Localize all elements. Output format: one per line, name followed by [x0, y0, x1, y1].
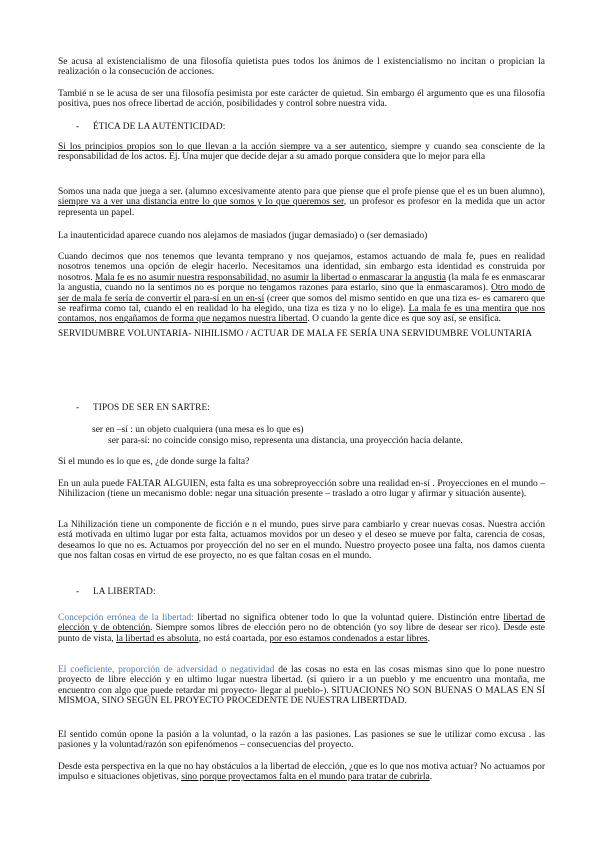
paragraph-text: En un aula puede FALTAR ALGUIEN, esta falta es una sobreproyección sobre una realidad en-sí . Proyecciones en el mundo – Nihilizacion (tiene un mecanismo doble: negar una situación presente – traslado a otro lugar y afirmar y situación ausente). [58, 479, 545, 500]
paragraph-sentido-comun [58, 730, 545, 751]
paragraph-text: , no está coartada, [198, 633, 270, 644]
paragraph-nihilizacion [58, 520, 545, 562]
paragraph-inautenticidad [58, 231, 545, 241]
paragraph-principios [58, 142, 545, 163]
paragraph-text: El sentido común opone la pasión a la voluntad, o la razón a las pasiones. Las pasiones se sue le utilizar como excusa . las pasiones y la voluntad/razón son epifenómenos – consecuencias del proyecto. [58, 730, 545, 751]
underlined-text: siempre va a ver una distancia entre lo que somos y lo que queremos ser [58, 197, 344, 208]
paragraph-coeficiente [58, 665, 545, 707]
paragraph-pesimismo [58, 89, 545, 110]
paragraph-quietismo [58, 57, 545, 78]
paragraph-concepcion-erronea [58, 613, 545, 644]
definition-para-si [108, 436, 558, 446]
paragraph-text: , siempre y cuando sea consciente de la responsabilidad de los actos. Ej. Una mujer que decide dejar a su amado porque considera que lo mejor para ella [58, 142, 545, 163]
paragraph-text: (creer que somos del mismo sentido en que una tiza es- es camarero que se reafirma como tal, cuando el en realidad lo ha elegido, una tiza es tiza y no lo elige). [58, 293, 545, 315]
paragraph-text: Tambié n se le acusa de ser una filosofía pesimista por este carácter de quietud. Sin embargo él argumento que es una filosofía positiva, pues nos ofrece libertad de acción, posibilidades y control sobre nuestra vida. [58, 89, 545, 110]
paragraph-aula [58, 479, 545, 500]
paragraph-text: . O cuando la gente dice es que soy así, se ensifica. [307, 314, 501, 325]
paragraph-mala-fe [58, 252, 545, 325]
paragraph-text: SERVIDUMBRE VOLUNTARIA- NIHILISMO / ACTUAR DE MALA FE SERÍA UNA SERVIDUMBRE VOLUNTARIA [58, 329, 533, 339]
paragraph-text: libertad no significa obtener todo lo que la voluntad quiere. Distinción entre [193, 613, 504, 623]
paragraph-perspectiva [58, 762, 545, 783]
underlined-text: sino porque proyectamos falta en el mundo para tratar de cubrirla [181, 772, 430, 783]
highlighted-term: Concepción errónea de la libertad: [58, 613, 194, 623]
paragraph-text: . [429, 772, 433, 783]
paragraph-text: Desde esta perspectiva en la que no hay obstáculos a la libertad de elección, ¿que es lo que nos motiva actuar? No actuamos por impulso e situaciones objetivas, [58, 762, 545, 783]
section-heading: LA LIBERTAD: [93, 587, 156, 597]
paragraph-servidumbre [58, 329, 545, 339]
definition-en-si [92, 425, 552, 435]
paragraph-text: Somos una nada que juega a ser. (alumno excesivamente atento para que piense que el profe piense que el es un buen alumno), [58, 187, 545, 197]
paragraph-text: ser en –sí : un objeto cualquiera (una mesa es lo que es) [92, 425, 304, 435]
section-heading: ÉTICA DE LA AUTENTICIDAD: [93, 122, 226, 132]
underlined-text: libertad de elección y de obtención [58, 613, 545, 634]
paragraph-text: de las cosas no esta en las cosas mismas sino que lo pone nuestro proyecto de libre elección y en ultimo lugar nuestra libertad. (si quiero ir a un pueblo y me encuentro una montaña, me encuentro con algo que puede retardar mi proyecto- llegar al pueblo-). SITUACIONES NO SON BUENAS O MALAS EN SÍ MISMOA, SINO SEGÚN EL PROYECTO PROCEDENTE DE NUESTRA LIBERTDAD. [58, 665, 545, 707]
bullet-dash: - [76, 403, 80, 413]
underlined-text: la libertad es absoluta [116, 633, 199, 644]
paragraph-pregunta-falta [58, 457, 545, 467]
paragraph-text: Se acusa al existencialismo de una filosofía quietista pues todos los ánimos de l existencialismo no incitan o propician la realización o la consecución de acciones. [58, 57, 545, 78]
paragraph-text: , un profesor es profesor en la medida que un actor representa un papel. [58, 197, 545, 218]
paragraph-text: Si el mundo es lo que es, ¿de donde surge la falta? [58, 457, 250, 467]
underlined-text: Otro modo de ser de mala fe sería de convertir el para-sí en un en-sí [58, 283, 545, 304]
paragraph-text: ser para-sí: no coincide consigo miso, representa una distancia, una proyección hacia delante. [108, 436, 463, 446]
underlined-text: por eso estamos condenados a estar libres [269, 633, 428, 644]
bullet-dash: - [76, 587, 80, 597]
paragraph-text: (la mala fe es enmascarar la angustia, cuando no la sentimos no es porque no tengamos razones para estarlo, sino que la enmascaramos). [58, 272, 546, 294]
section-heading: TIPOS DE SER EN SARTRE: [93, 403, 210, 413]
underlined-text: Si los principios propios son lo que llevan a la acción siempre va a ser autentico [58, 142, 385, 152]
paragraph-text: La Nihilización tiene un componente de ficción e n el mundo, pues sirve para cambiarlo y crear nuevas cosas. Nuestra acción está motivada en ultimo lugar por esta falta, actuamos movidos por un deseo y el deseo se mueve por falta, carencia de cosas, deseamos lo que no es. Actuamos por proyección del no ser en el mundo. Nuestro proyecto posee una falta, nos damos cuenta que nos faltan cosas en virtud de ese proyecto, no es que faltan cosas en el mundo. [58, 520, 545, 562]
bullet-dash: - [76, 122, 80, 132]
paragraph-somos-nada [58, 187, 545, 218]
underlined-text: La mala fe es una mentira que nos contamos, nos engañamos de forma que negamos nuestra libertad [58, 304, 546, 325]
paragraph-text: Cuando decimos que nos tenemos que levanta temprano y nos quejamos, estamos actuando de mala fe, pues en realidad nosotros tenemos una opción de elegir hacerlo. Necesitamos una identidad, sin embargo esta identidad es construida por nosotros. [58, 252, 545, 283]
paragraph-text: . Siempre somos libres de elección pero no de obtención (yo soy libre de desear ser rico). Desde este punto de vista, [58, 623, 545, 644]
underlined-text: Mala fe es no asumir nuestra responsabilidad, no asumir la libertad o enmascarar la angustia [94, 272, 446, 283]
paragraph-text: La inautenticidad aparece cuando nos alejamos de masiados (jugar demasiado) o (ser demasiado) [58, 231, 428, 241]
highlighted-term: El coeficiente, proporción de adversidad o negatividad [58, 665, 275, 675]
paragraph-text: . [427, 633, 431, 644]
